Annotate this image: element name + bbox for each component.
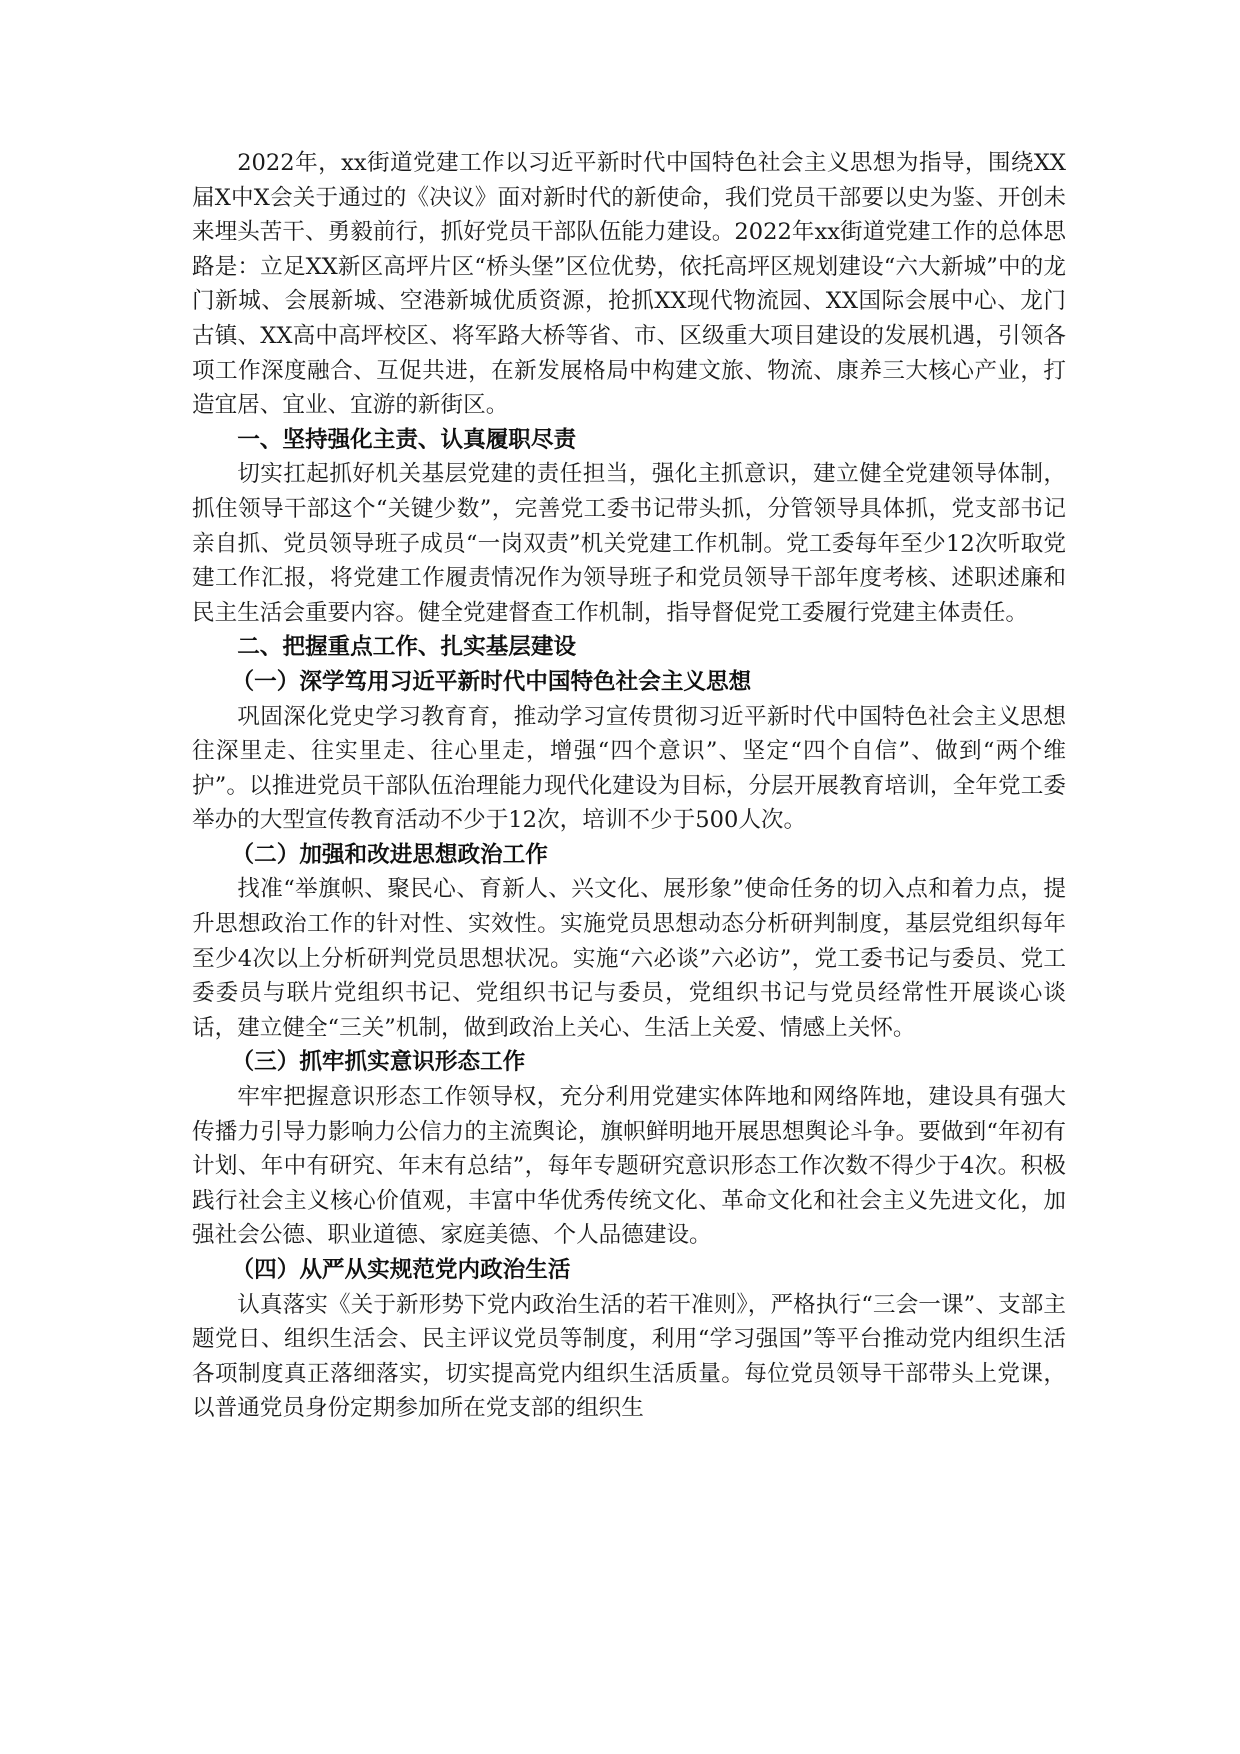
subsection-heading-2-2: （二）加强和改进思想政治工作 [231, 841, 548, 868]
subsection-2-1-paragraph: 巩固深化党史学习教育育，推动学习宣传贯彻习近平新时代中国特色社会主义思想往深里走、往实里走、往心里走，增强“四个意识”、坚定“四个自信”、做到“两个维护”。以推进党员干部队伍治理能力现代化建设为目标，分层开展教育培训，全年党工委举办的大型宣传教育活动不少于12次，培训不少于500人次。 [192, 703, 1066, 834]
subsection-2-4-paragraph: 认真落实《关于新形势下党内政治生活的若干准则》，严格执行“三会一课”、支部主题党日、组织生活会、民主评议党员等制度，利用“学习强国”等平台推动党内组织生活各项制度真正落细落实，切实提高党内组织生活质量。每位党员领导干部带头上党课，以普通党员身份定期参加所在党支部的组织生 [192, 1291, 1066, 1422]
subsection-heading-2-4: （四）从严从实规范党内政治生活 [231, 1257, 571, 1283]
section-heading-1: 一、坚持强化主责、认真履职尽责 [237, 426, 577, 453]
subsection-2-3-paragraph: 牢牢把握意识形态工作领导权，充分利用党建实体阵地和网络阵地，建设具有强大传播力引导力影响力公信力的主流舆论，旗帜鲜明地开展思想舆论斗争。要做到“年初有计划、年中有研究、年末有总结”，每年专题研究意识形态工作次数不得少于4次。积极践行社会主义核心价值观，丰富中华优秀传统文化、革命文化和社会主义先进文化，加强社会公德、职业道德、家庭美德、个人品德建设。 [192, 1084, 1066, 1249]
intro-paragraph: 2022年，xx街道党建工作以习近平新时代中国特色社会主义思想为指导，围绕XX届X中X会关于通过的《决议》面对新时代的新使命，我们党员干部要以史为鉴、开创未来埋头苦干、勇毅前行，抓好党员干部队伍能力建设。2022年xx街道党建工作的总体思路是：立足XX新区高坪片区“桥头堡”区位优势，依托高坪区规划建设“六大新城”中的龙门新城、会展新城、空港新城优质资源，抢抓XX现代物流园、XX国际会展中心、龙门古镇、XX高中高坪校区、将军路大桥等省、市、区级重大项目建设的发展机遇，引领各项工作深度融合、互促共进，在新发展格局中构建文旅、物流、康养三大核心产业，打造宜居、宜业、宜游的新街区。 [192, 150, 1066, 419]
section-heading-2: 二、把握重点工作、扎实基层建设 [237, 634, 577, 661]
subsection-heading-2-1: （一）深学笃用习近平新时代中国特色社会主义思想 [231, 668, 752, 695]
subsection-heading-2-3: （三）抓牢抓实意识形态工作 [231, 1049, 526, 1076]
subsection-2-2-paragraph: 找准“举旗帜、聚民心、育新人、兴文化、展形象”使命任务的切入点和着力点，提升思想政治工作的针对性、实效性。实施党员思想动态分析研判制度，基层党组织每年至少4次以上分析研判党员思想状况。实施“六必谈”六必访”，党工委书记与委员、党工委委员与联片党组织书记、党组织书记与委员，党组织书记与党员经常性开展谈心谈话，建立健全“三关”机制，做到政治上关心、生活上关爱、情感上关怀。 [192, 876, 1066, 1041]
document-page [192, 146, 1066, 1426]
section-1-paragraph: 切实扛起抓好机关基层党建的责任担当，强化主抓意识，建立健全党建领导体制，抓住领导干部这个“关键少数”，完善党工委书记带头抓，分管领导具体抓，党支部书记亲自抓、党员领导班子成员“一岗双责”机关党建工作机制。党工委每年至少12次听取党建工作汇报，将党建工作履责情况作为领导班子和党员领导干部年度考核、述职述廉和民主生活会重要内容。健全党建督查工作机制，指导督促党工委履行党建主体责任。 [192, 461, 1066, 626]
